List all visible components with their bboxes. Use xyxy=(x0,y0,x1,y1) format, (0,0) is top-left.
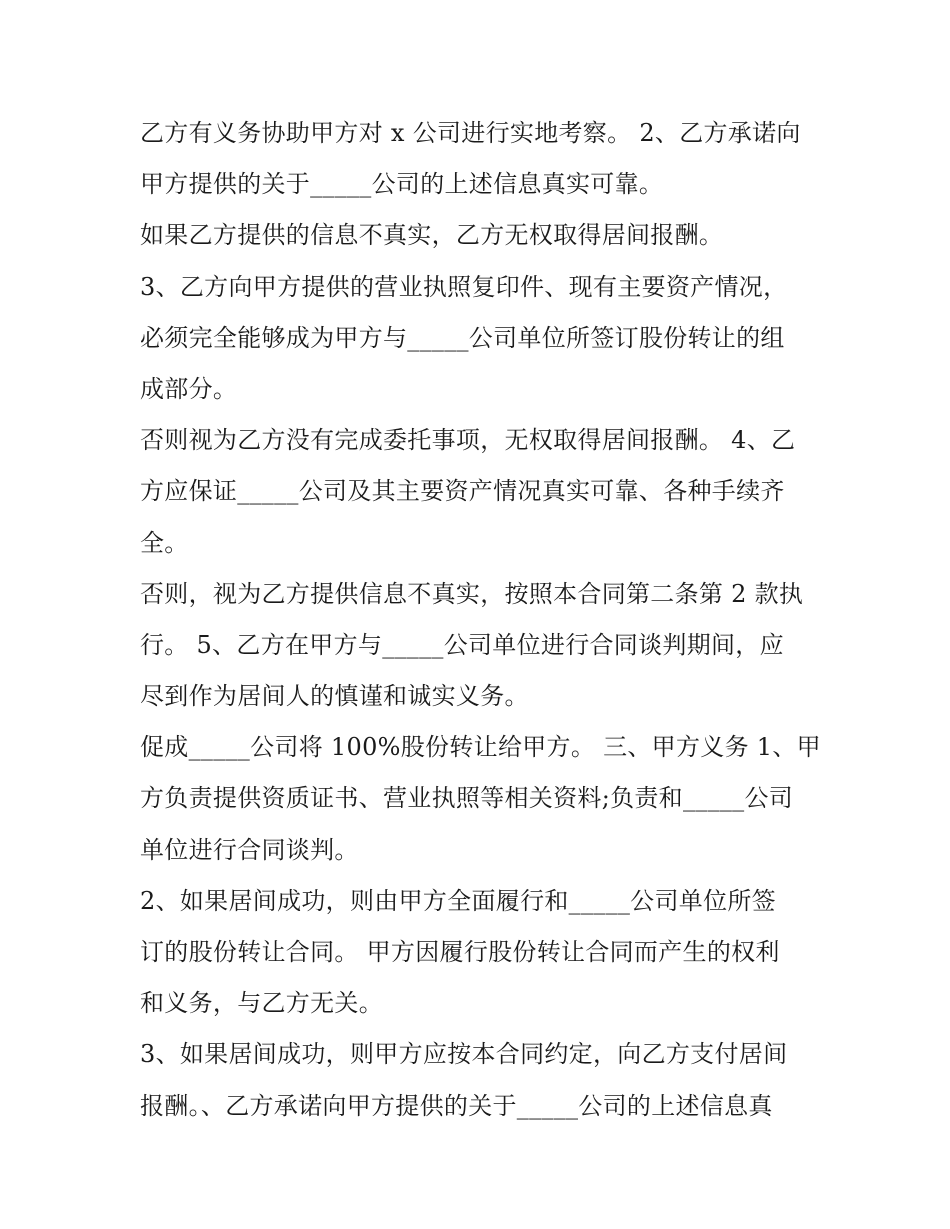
text-line: 成部分。 xyxy=(140,374,238,403)
text-line: 甲方提供的关于_____公司的上述信息真实可靠。 xyxy=(140,170,664,199)
text-line: 报酬。、乙方承诺向甲方提供的关于_____公司的上述信息真 xyxy=(140,1091,773,1120)
text-line: 否则，视为乙方提供信息不真实，按照本合同第二条第 2 款执 xyxy=(140,579,804,608)
text-line: 3、如果居间成功，则甲方应按本合同约定，向乙方支付居间 xyxy=(140,1040,788,1069)
text-line: 2、如果居间成功，则由甲方全面履行和_____公司单位所签 xyxy=(140,886,776,915)
text-line: 方负责提供资质证书、营业执照等相关资料;负责和_____公司 xyxy=(140,784,794,813)
text-line: 方应保证_____公司及其主要资产情况真实可靠、各种手续齐 xyxy=(140,477,785,506)
text-line: 否则视为乙方没有完成委托事项，无权取得居间报酬。 4、乙 xyxy=(140,426,796,455)
text-line: 必须完全能够成为甲方与_____公司单位所签订股份转让的组 xyxy=(140,323,785,352)
text-line: 乙方有义务协助甲方对 x 公司进行实地考察。 2、乙方承诺向 xyxy=(140,119,801,147)
text-line: 订的股份转让合同。 甲方因履行股份转让合同而产生的权利 xyxy=(140,938,780,966)
text-line: 单位进行合同谈判。 xyxy=(140,835,359,864)
text-line: 3、乙方向甲方提供的营业执照复印件、现有主要资产情况， xyxy=(140,272,788,301)
text-line: 行。 5、乙方在甲方与_____公司单位进行合同谈判期间，应 xyxy=(140,630,784,659)
text-line: 和义务，与乙方无关。 xyxy=(140,989,383,1018)
text-line: 尽到作为居间人的慎谨和诚实义务。 xyxy=(140,682,529,711)
text-line: 如果乙方提供的信息不真实，乙方无权取得居间报酬。 xyxy=(140,221,724,250)
text-line: 全。 xyxy=(140,528,189,557)
text-line: 促成_____公司将 100%股份转让给甲方。 三、甲方义务 1、甲 xyxy=(140,733,821,762)
document-body xyxy=(140,108,820,1132)
